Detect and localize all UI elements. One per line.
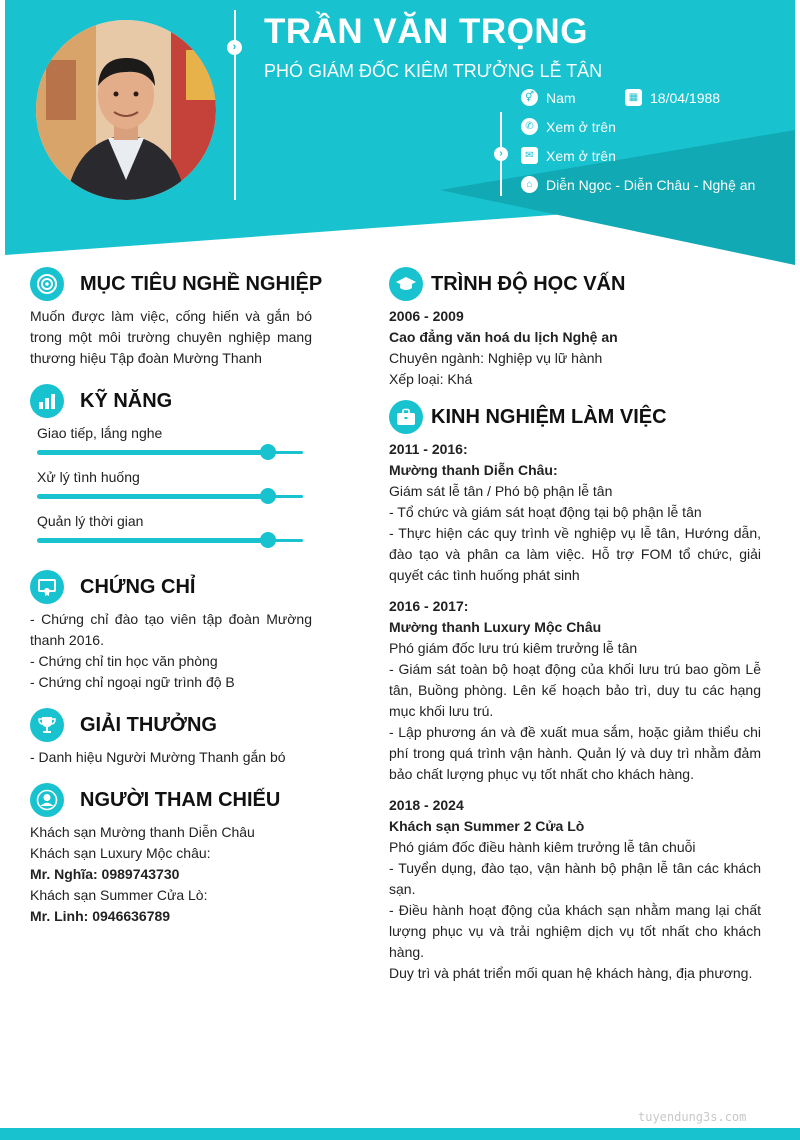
experience-heading: KINH NGHIỆM LÀM VIỆC	[431, 405, 667, 428]
section-references	[30, 783, 280, 817]
experience-company: Mường thanh Diễn Châu:	[389, 462, 558, 478]
certificates-heading: CHỨNG CHỈ	[80, 575, 196, 598]
section-education	[389, 267, 625, 301]
experience-entry	[389, 795, 761, 984]
target-icon	[30, 267, 64, 301]
reference-line: Khách sạn Luxury Mộc châu:	[30, 845, 211, 861]
reference-contact: Mr. Linh: 0946636789	[30, 908, 171, 924]
dob-value: 18/04/1988	[650, 89, 721, 106]
section-objective	[30, 267, 322, 301]
home-icon: ⌂	[521, 176, 538, 193]
education-entry	[389, 306, 761, 390]
skill-bar-fill	[37, 538, 268, 543]
skill-bar-knob	[260, 488, 276, 504]
contact-email	[521, 147, 616, 164]
footer-bar	[0, 1128, 800, 1140]
header-divider	[234, 10, 236, 200]
contact-phone	[521, 118, 616, 135]
reference-line: Khách sạn Mường thanh Diễn Châu	[30, 824, 255, 840]
graduation-cap-icon	[389, 267, 423, 301]
briefcase-icon	[389, 400, 423, 434]
experience-entry	[389, 596, 761, 785]
contact-address	[521, 176, 755, 193]
experience-period: 2016 - 2017:	[389, 598, 469, 614]
skills-heading: KỸ NĂNG	[80, 389, 173, 412]
section-skills	[30, 384, 172, 418]
contact-dob	[625, 89, 720, 106]
awards-heading: GIẢI THƯỞNG	[80, 713, 217, 736]
education-school: Cao đẳng văn hoá du lịch Nghệ an	[389, 329, 618, 345]
reference-contact: Mr. Nghĩa: 0989743730	[30, 866, 180, 882]
email-icon: ✉	[521, 147, 538, 164]
skill-bar-knob	[260, 444, 276, 460]
bar-chart-icon	[30, 384, 64, 418]
trophy-icon	[30, 708, 64, 742]
experience-duty: - Điều hành hoạt động của khách sạn nhằm mang lại chất lượng phục vụ và trải nghiệm dịch vụ tốt nhất cho khách hàng.	[389, 902, 761, 960]
section-awards	[30, 708, 217, 742]
candidate-title: PHÓ GIÁM ĐỐC KIÊM TRƯỞNG LỄ TÂN	[264, 61, 603, 81]
phone-value: Xem ở trên	[546, 118, 616, 135]
gender-icon: ⚥	[521, 89, 538, 106]
education-major: Chuyên ngành: Nghiệp vụ lữ hành	[389, 350, 603, 366]
skill-bar-fill	[37, 494, 268, 499]
experience-entry	[389, 439, 761, 586]
references-list	[30, 822, 312, 927]
objective-text: Muốn được làm việc, cống hiến và gắn bó trong một môi trường chuyên nghiệp mang thương hiệu Tập đoàn Mường Thanh	[30, 308, 312, 366]
certificate-item: - Chứng chỉ đào tạo viên tập đoàn Mường thanh 2016.	[30, 611, 312, 648]
awards-list	[30, 747, 312, 768]
experience-role: Phó giám đốc điều hành kiêm trưởng lễ tân chuỗi	[389, 839, 696, 855]
experience-company: Mường thanh Luxury Mộc Châu	[389, 619, 602, 635]
skill-bar-fill	[37, 450, 268, 455]
contact-gender	[521, 89, 576, 106]
user-icon	[30, 783, 64, 817]
skill-label: Giao tiếp, lắng nghe	[37, 425, 163, 441]
candidate-name: TRẦN VĂN TRỌNG	[264, 12, 588, 51]
skill-bar	[37, 539, 303, 542]
certificate-item: - Chứng chỉ ngoại ngữ trình độ B	[30, 674, 235, 690]
phone-icon: ✆	[521, 118, 538, 135]
experience-period: 2011 - 2016:	[389, 441, 468, 457]
header-banner	[0, 0, 800, 275]
reference-line: Khách sạn Summer Cửa Lò:	[30, 887, 208, 903]
skill-label: Quản lý thời gian	[37, 513, 144, 529]
gender-value: Nam	[546, 89, 576, 106]
chevron-right-icon: ›	[494, 147, 508, 161]
address-value: Diễn Ngọc - Diễn Châu - Nghệ an	[546, 176, 756, 193]
skill-label: Xử lý tình huống	[37, 469, 140, 485]
certificate-item: - Chứng chỉ tin học văn phòng	[30, 653, 218, 669]
education-period: 2006 - 2009	[389, 308, 464, 324]
objective-heading: MỤC TIÊU NGHỀ NGHIỆP	[80, 272, 323, 295]
certificates-list	[30, 609, 312, 693]
certificate-icon	[30, 570, 64, 604]
education-rank: Xếp loại: Khá	[389, 371, 473, 387]
skill-bar	[37, 451, 303, 454]
email-value: Xem ở trên	[546, 147, 616, 164]
experience-duty: - Giám sát toàn bộ hoạt động của khối lưu trú bao gồm Lễ tân, Buồng phòng. Lên kế hoạch bảo trì, duy tu các hạng mục khối lưu trú.	[389, 661, 761, 719]
education-heading: TRÌNH ĐỘ HỌC VẤN	[431, 272, 626, 295]
skill-bar	[37, 495, 303, 498]
experience-role: Giám sát lễ tân / Phó bộ phận lễ tân	[389, 483, 613, 499]
experience-duty: Duy trì và phát triển mối quan hệ khách hàng, địa phương.	[389, 965, 753, 981]
experience-period: 2018 - 2024	[389, 797, 464, 813]
avatar	[36, 20, 216, 200]
section-certificates	[30, 570, 195, 604]
references-heading: NGƯỜI THAM CHIẾU	[80, 788, 281, 811]
award-item: - Danh hiệu Người Mường Thanh gắn bó	[30, 749, 286, 765]
skill-bar-knob	[260, 532, 276, 548]
section-experience	[389, 400, 667, 434]
experience-duty: - Tổ chức và giám sát hoạt động tại bộ phận lễ tân	[389, 504, 702, 520]
calendar-icon: ▦	[625, 89, 642, 106]
experience-duty: - Lập phương án và đề xuất mua sắm, hoặc giảm thiểu chi phí trong quá trình vận hành. Quản lý và duy trì nhằm đảm bảo chất lượng phục vụ tốt nhất cho khách hàng.	[389, 724, 761, 782]
experience-role: Phó giám đốc lưu trú kiêm trưởng lễ tân	[389, 640, 638, 656]
experience-company: Khách sạn Summer 2 Cửa Lò	[389, 818, 585, 834]
experience-duty: - Tuyển dụng, đào tạo, vận hành bộ phận lễ tân các khách sạn.	[389, 860, 761, 897]
watermark: tuyendung3s.com	[638, 1110, 747, 1124]
chevron-right-icon: ›	[227, 40, 242, 55]
experience-duty: - Thực hiện các quy trình về nghiệp vụ lễ tân, Hướng dẫn, đào tạo và phân ca làm việc. Hỗ trợ FOM tổ chức, giải quyết các tình huống phát sinh	[389, 525, 761, 583]
